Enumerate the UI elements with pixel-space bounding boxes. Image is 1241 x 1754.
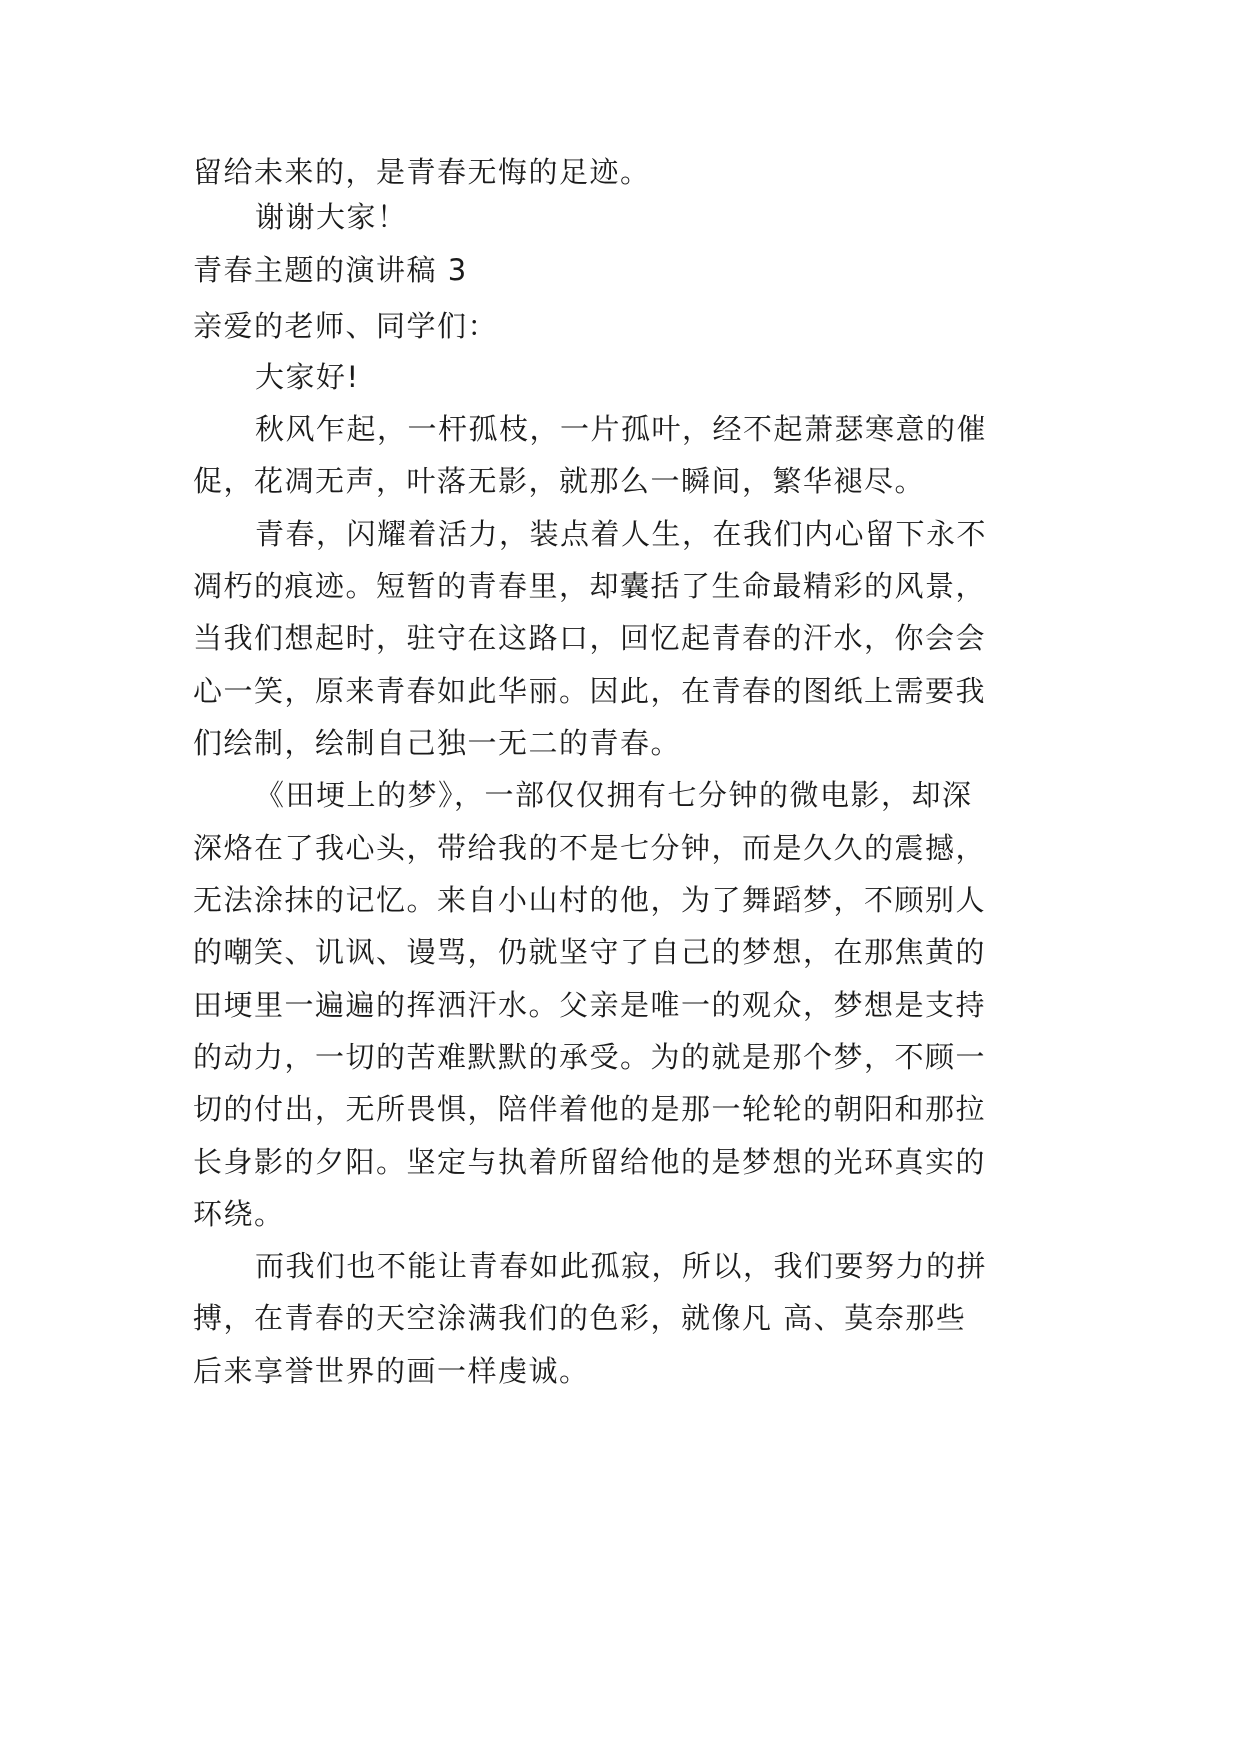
- text-line: 环绕。: [193, 1197, 285, 1231]
- text-line: 当我们想起时，驻守在这路口，回忆起青春的汗水，你会会: [193, 621, 987, 655]
- section-title: 青春主题的演讲稿 3: [193, 253, 468, 287]
- text-line: 搏，在青春的天空涂满我们的色彩，就像凡 高、莫奈那些: [193, 1301, 967, 1335]
- text-line: 的动力，一切的苦难默默的承受。为的就是那个梦，不顾一: [193, 1040, 987, 1074]
- text-line: 无法涂抹的记忆。来自小山村的他，为了舞蹈梦，不顾别人: [193, 883, 987, 917]
- text-line: 促，花凋无声，叶落无影，就那么一瞬间，繁华褪尽。: [193, 464, 926, 498]
- greeting: 大家好!: [255, 360, 360, 394]
- text-line: 长身影的夕阳。坚定与执着所留给他的是梦想的光环真实的: [193, 1145, 987, 1179]
- text-line: 后来享誉世界的画一样虔诚。: [193, 1354, 590, 1388]
- text-line: 谢谢大家！: [255, 200, 408, 234]
- text-line: 留给未来的，是青春无悔的足迹。: [193, 155, 651, 189]
- text-line: 田埂里一遍遍的挥洒汗水。父亲是唯一的观众，梦想是支持: [193, 988, 987, 1022]
- text-line: 而我们也不能让青春如此孤寂，所以，我们要努力的拼: [255, 1249, 988, 1283]
- text-line: 深烙在了我心头，带给我的不是七分钟，而是久久的震撼，: [193, 831, 987, 865]
- text-line: 心一笑，原来青春如此华丽。因此，在青春的图纸上需要我: [193, 674, 987, 708]
- text-line: 凋朽的痕迹。短暂的青春里，却囊括了生命最精彩的风景，: [193, 569, 987, 603]
- salutation: 亲爱的老师、同学们：: [193, 309, 499, 343]
- text-line: 切的付出，无所畏惧，陪伴着他的是那一轮轮的朝阳和那拉: [193, 1092, 987, 1126]
- text-line: 秋风乍起，一杆孤枝，一片孤叶，经不起萧瑟寒意的催: [255, 412, 988, 446]
- text-line: 们绘制，绘制自己独一无二的青春。: [193, 726, 682, 760]
- text-line: 《田埂上的梦》，一部仅仅拥有七分钟的微电影，却深: [255, 778, 973, 812]
- text-line: 青春，闪耀着活力，装点着人生，在我们内心留下永不: [255, 517, 988, 551]
- text-line: 的嘲笑、讥讽、谩骂，仍就坚守了自己的梦想，在那焦黄的: [193, 935, 987, 969]
